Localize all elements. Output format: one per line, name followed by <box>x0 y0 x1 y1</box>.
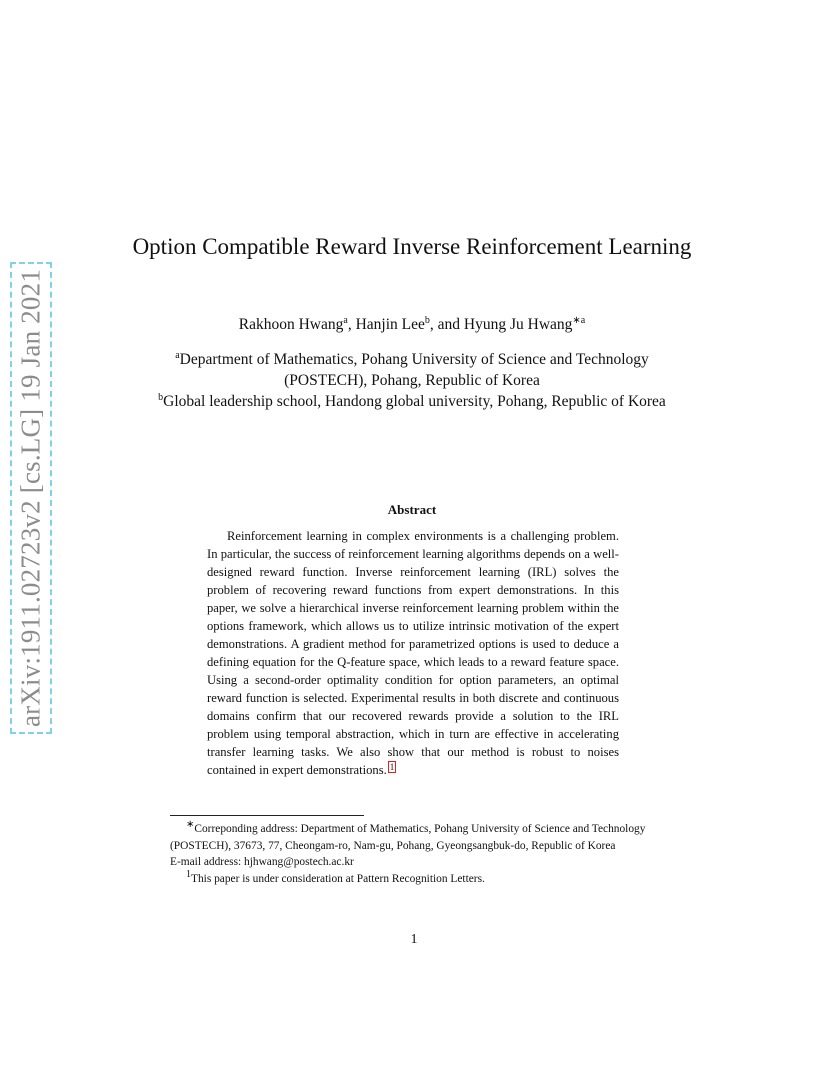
page-number: 1 <box>410 932 418 947</box>
author-list <box>130 315 694 335</box>
footnote-divider <box>170 815 364 816</box>
affiliation-text: Global leadership school, Handong global university, Pohang, Republic of Korea <box>163 393 666 410</box>
affiliation-mark: a <box>175 349 180 361</box>
arxiv-identifier[interactable]: arXiv:1911.02723v2 [cs.LG] 19 Jan 2021 <box>15 268 46 728</box>
abstract-heading: Abstract <box>387 502 437 517</box>
arxiv-stamp[interactable] <box>10 262 52 734</box>
footnote-note <box>170 868 660 888</box>
footnote-corresponding-text: Correponding address: Department of Mathematics, Pohang University of Science and Technology (POSTECH), 37673, 77, Cheongam-ro, Nam-gu, Pohang, Gyeongsangbuk-do, Republic of Korea <box>170 823 646 852</box>
affiliation-text: Department of Mathematics, Pohang University of Science and Technology (POSTECH), Pohang, Republic of Korea <box>179 351 649 389</box>
footnote-link[interactable]: 1 <box>389 762 395 772</box>
author-separator: , and <box>429 316 464 333</box>
footnote-mark: ∗ <box>186 819 195 831</box>
footnote-mark: 1 <box>186 868 191 880</box>
author-affil-mark: ∗a <box>572 314 586 326</box>
abstract-text <box>207 527 619 779</box>
affiliations <box>150 349 674 412</box>
footnote-note-text: This paper is under consideration at Pattern Recognition Letters. <box>191 872 485 885</box>
footnote-corresponding <box>170 821 660 854</box>
author-affil-mark: a <box>343 314 348 326</box>
author-name: Hyung Ju Hwang <box>463 316 573 333</box>
author-affil-mark: b <box>424 314 430 326</box>
footnote-email: E-mail address: hjhwang@postech.ac.kr <box>170 856 354 868</box>
affiliation <box>150 349 674 391</box>
author-name: Hanjin Lee <box>355 316 425 333</box>
affiliation <box>150 391 674 412</box>
author-name: Rakhoon Hwang <box>238 316 344 333</box>
abstract-body: Reinforcement learning in complex environments is a challenging problem. In particular, the success of reinforcement learning algorithms depends on a well-designed reward function. Inverse reinforcement learning (IRL) solves the problem of recovering reward functions from expert demonstrations. In this paper, we solve a hierarchical inverse reinforcement learning problem within the options framework, which allows us to utilize intrinsic motivation of the expert demonstrations. A gradient method for parametrized options is used to deduce a defining equation for the Q-feature space, which leads to a reward feature space. Using a second-order optimality condition for option parameters, an optimal reward function is selected. Experimental results in both discrete and continuous domains confirm that our recovered rewards provide a solution to the IRL problem using temporal abstraction, which in turn are effective in accelerating transfer learning tasks. We also show that our method is robust to noises contained in expert demonstrations. <box>207 529 619 777</box>
affiliation-mark: b <box>158 391 164 403</box>
footnotes <box>170 821 660 887</box>
author-separator: , <box>347 316 356 333</box>
paper-title: Option Compatible Reward Inverse Reinforcement Learning <box>132 234 692 259</box>
